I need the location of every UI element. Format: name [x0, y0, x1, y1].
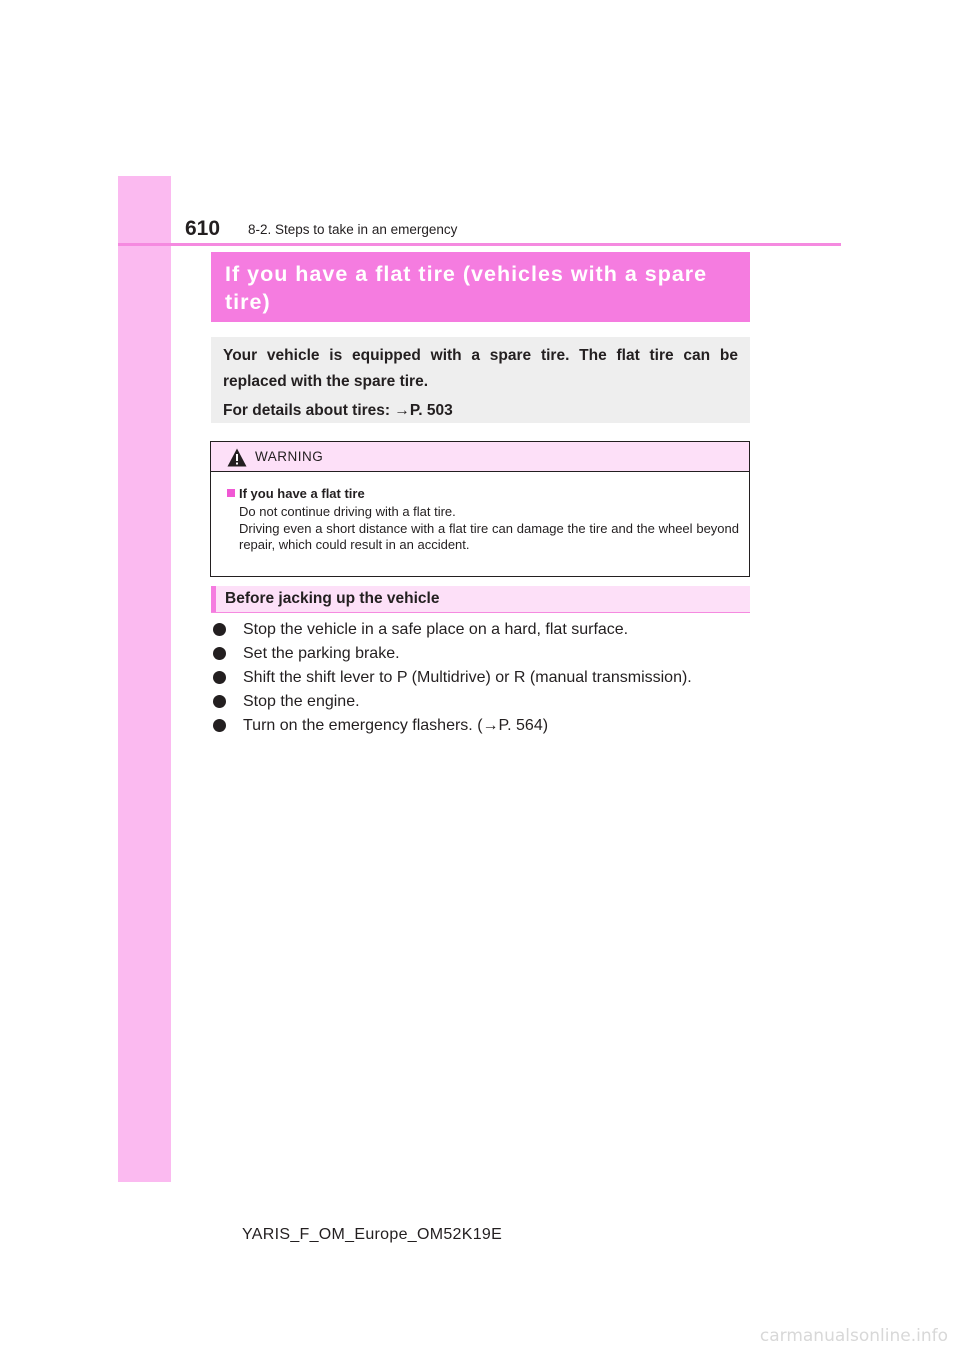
list-item	[211, 642, 771, 666]
warning-body	[211, 472, 749, 554]
intro-box	[211, 337, 750, 423]
side-color-band	[118, 176, 171, 1182]
bullet-icon	[213, 671, 226, 684]
bullet-icon	[213, 719, 226, 732]
bullet-icon	[213, 623, 226, 636]
warning-box	[210, 441, 750, 577]
warning-label: WARNING	[255, 449, 324, 464]
step-text: Stop the vehicle in a safe place on a hard, flat surface.	[243, 621, 629, 638]
list-item	[211, 714, 771, 738]
warning-line: Driving even a short distance with a flat tire can damage the tire and the wheel beyond repair, which could result in an accident.	[239, 520, 739, 552]
page-number: 610	[185, 217, 221, 240]
section-breadcrumb: 8-2. Steps to take in an emergency	[248, 222, 458, 237]
step-text: Turn on the emergency flashers. (→P. 564)	[243, 717, 549, 734]
page-title-banner	[211, 252, 750, 322]
intro-reference: For details about tires: →P. 503	[223, 402, 453, 419]
list-item	[211, 666, 771, 690]
warning-triangle-icon	[227, 448, 247, 467]
list-item	[211, 690, 771, 714]
watermark: carmanualsonline.info	[759, 1326, 948, 1346]
bullet-icon	[213, 647, 226, 660]
intro-text	[223, 343, 738, 424]
warning-heading	[227, 486, 739, 502]
warning-heading-text: If you have a flat tire	[239, 486, 365, 501]
page-title: If you have a flat tire (vehicles with a spare tire)	[225, 262, 708, 314]
warning-text	[227, 504, 739, 554]
header-divider	[118, 243, 841, 246]
document-code: YARIS_F_OM_Europe_OM52K19E	[242, 1226, 503, 1243]
subsection-accent-bar	[211, 586, 216, 612]
subsection-header	[211, 586, 750, 613]
step-text: Set the parking brake.	[243, 645, 400, 662]
list-item	[211, 618, 771, 642]
step-text: Shift the shift lever to P (Multidrive) or R (manual transmission).	[243, 669, 692, 686]
warning-header	[211, 442, 749, 472]
steps-list	[211, 618, 771, 738]
pink-square-icon	[227, 489, 235, 497]
bullet-icon	[213, 695, 226, 708]
intro-line: Your vehicle is equipped with a spare tire. The flat tire can be replaced with the spare tire.	[223, 347, 738, 390]
subsection-title: Before jacking up the vehicle	[225, 590, 440, 607]
warning-line: Do not continue driving with a flat tire.	[239, 504, 456, 519]
step-text: Stop the engine.	[243, 693, 360, 710]
